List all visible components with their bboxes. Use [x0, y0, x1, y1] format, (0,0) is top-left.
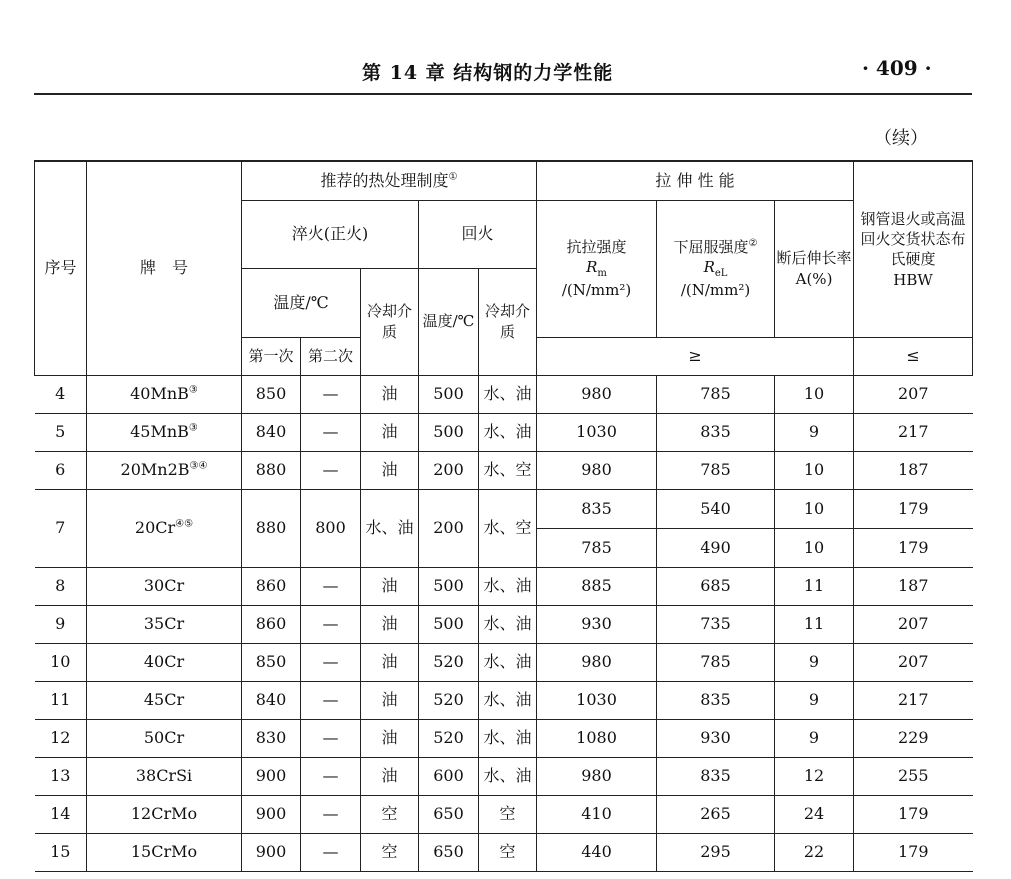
- table-row: [35, 567, 973, 605]
- cell-quench-cooling: 油: [361, 413, 419, 451]
- cell-hbw: 179: [854, 528, 973, 567]
- header-heat-treatment: 推荐的热处理制度①: [242, 161, 537, 200]
- grade-text: 20Mn2B: [120, 460, 190, 480]
- cell-temper-cooling: 水、油: [479, 413, 537, 451]
- cell-grade: [87, 833, 242, 871]
- cell-quench-temp-2: —: [301, 451, 361, 489]
- cell-quench-temp-2: —: [301, 643, 361, 681]
- cell-quench-temp-2: —: [301, 413, 361, 451]
- chapter-title: 第 14 章 结构钢的力学性能: [362, 62, 614, 84]
- cell-elongation: 22: [775, 833, 854, 871]
- cell-temper-temp: 520: [419, 681, 479, 719]
- cell-rm: 1030: [537, 413, 657, 451]
- cell-elongation: 9: [775, 681, 854, 719]
- cell-rm: 980: [537, 643, 657, 681]
- cell-quench-temp-2: —: [301, 757, 361, 795]
- cell-hbw: 207: [854, 375, 973, 413]
- cell-grade: [87, 375, 242, 413]
- cell-elongation: 10: [775, 375, 854, 413]
- cell-hbw: 229: [854, 719, 973, 757]
- cell-quench-temp-1: 850: [242, 643, 301, 681]
- header-quench-cooling: 冷却介质: [361, 268, 419, 375]
- cell-quench-temp-1: 830: [242, 719, 301, 757]
- cell-quench-temp-2: —: [301, 719, 361, 757]
- cell-rm: 885: [537, 567, 657, 605]
- grade-text: 12CrMo: [130, 804, 198, 824]
- cell-rel: 835: [657, 681, 775, 719]
- cell-hbw: 207: [854, 605, 973, 643]
- cell-grade: [87, 451, 242, 489]
- cell-temper-cooling: 水、油: [479, 643, 537, 681]
- cell-elongation: 10: [775, 451, 854, 489]
- cell-quench-cooling: 油: [361, 451, 419, 489]
- cell-rel: 785: [657, 643, 775, 681]
- cell-temper-cooling: 空: [479, 833, 537, 871]
- cell-grade: [87, 643, 242, 681]
- cell-grade: [87, 795, 242, 833]
- cell-grade: [87, 413, 242, 451]
- page-number: · 409 ·: [862, 56, 932, 80]
- cell-rel: 735: [657, 605, 775, 643]
- cell-hbw: 179: [854, 795, 973, 833]
- continued-label: （续）: [874, 128, 928, 149]
- cell-hbw: 255: [854, 757, 973, 795]
- cell-quench-cooling: 空: [361, 833, 419, 871]
- table-row: [35, 833, 973, 871]
- cell-quench-cooling: 油: [361, 375, 419, 413]
- cell-grade: [87, 719, 242, 757]
- header-temper-cooling: 冷却介质: [479, 268, 537, 375]
- cell-quench-cooling: 油: [361, 567, 419, 605]
- cell-elongation: 10: [775, 528, 854, 567]
- table-row: [35, 413, 973, 451]
- cell-temper-cooling: 水、油: [479, 567, 537, 605]
- cell-seq: 7: [35, 489, 87, 567]
- cell-quench-temp-1: 880: [242, 489, 301, 567]
- header-rel: 下屈服强度② $R_{eL}$ /(N/mm²): [657, 200, 775, 337]
- cell-rm: 980: [537, 375, 657, 413]
- header-hbw: 钢管退火或高温回火交货状态布氏硬度 HBW: [854, 161, 973, 337]
- table-row: [35, 719, 973, 757]
- cell-seq: 11: [35, 681, 87, 719]
- cell-rel: 295: [657, 833, 775, 871]
- cell-rel: 490: [657, 528, 775, 567]
- cell-hbw: 187: [854, 567, 973, 605]
- header-quench: 淬火(正火): [242, 200, 419, 268]
- cell-temper-cooling: 水、油: [479, 719, 537, 757]
- cell-grade: [87, 489, 242, 567]
- grade-text: 20Cr: [134, 518, 176, 538]
- cell-seq: 4: [35, 375, 87, 413]
- table-row: [35, 605, 973, 643]
- grade-notes: ③④: [189, 460, 208, 472]
- header-temper: 回火: [419, 200, 537, 268]
- cell-rm: 410: [537, 795, 657, 833]
- cell-quench-temp-1: 900: [242, 757, 301, 795]
- cell-seq: 5: [35, 413, 87, 451]
- cell-quench-temp-2: —: [301, 681, 361, 719]
- cell-elongation: 24: [775, 795, 854, 833]
- cell-seq: 10: [35, 643, 87, 681]
- cell-seq: 9: [35, 605, 87, 643]
- cell-temper-cooling: 水、空: [479, 451, 537, 489]
- header-seq: 序号: [35, 161, 87, 375]
- cell-quench-temp-2: —: [301, 567, 361, 605]
- cell-elongation: 11: [775, 567, 854, 605]
- cell-grade: [87, 681, 242, 719]
- cell-quench-cooling: 水、油: [361, 489, 419, 567]
- header-quench-temp: 温度/℃: [242, 268, 361, 337]
- cell-hbw: 207: [854, 643, 973, 681]
- cell-quench-cooling: 油: [361, 605, 419, 643]
- cell-quench-temp-1: 900: [242, 833, 301, 871]
- cell-elongation: 9: [775, 719, 854, 757]
- header-le: ≤: [854, 337, 973, 375]
- table-row: [35, 643, 973, 681]
- cell-temper-temp: 200: [419, 451, 479, 489]
- cell-seq: 13: [35, 757, 87, 795]
- cell-temper-temp: 500: [419, 605, 479, 643]
- header-elongation: 断后伸长率 A(%): [775, 200, 854, 337]
- cell-quench-temp-1: 900: [242, 795, 301, 833]
- cell-seq: 14: [35, 795, 87, 833]
- cell-hbw: 187: [854, 451, 973, 489]
- header-rule: [34, 93, 972, 95]
- grade-notes: ④⑤: [175, 518, 194, 530]
- cell-rel: 685: [657, 567, 775, 605]
- header-second: 第二次: [301, 337, 361, 375]
- grade-text: 40MnB: [130, 384, 189, 404]
- cell-temper-temp: 500: [419, 567, 479, 605]
- grade-text: 15CrMo: [130, 842, 198, 862]
- header-temper-temp: 温度/℃: [419, 268, 479, 375]
- cell-grade: [87, 567, 242, 605]
- cell-quench-temp-1: 840: [242, 681, 301, 719]
- cell-temper-temp: 500: [419, 375, 479, 413]
- cell-rm: 980: [537, 757, 657, 795]
- steel-properties-table: [34, 160, 973, 872]
- grade-text: 30Cr: [143, 576, 185, 596]
- grade-text: 50Cr: [143, 728, 185, 748]
- cell-temper-cooling: 水、油: [479, 605, 537, 643]
- cell-quench-cooling: 油: [361, 681, 419, 719]
- cell-rel: 540: [657, 489, 775, 528]
- table-row: [35, 795, 973, 833]
- table-body: [35, 375, 973, 871]
- cell-quench-temp-1: 860: [242, 605, 301, 643]
- cell-elongation: 9: [775, 413, 854, 451]
- cell-quench-cooling: 油: [361, 719, 419, 757]
- cell-rel: 835: [657, 413, 775, 451]
- cell-rm: 930: [537, 605, 657, 643]
- cell-quench-temp-1: 880: [242, 451, 301, 489]
- cell-quench-temp-1: 840: [242, 413, 301, 451]
- cell-temper-temp: 600: [419, 757, 479, 795]
- header-tensile: 拉 伸 性 能: [537, 161, 854, 200]
- cell-rel: 265: [657, 795, 775, 833]
- cell-rm: 785: [537, 528, 657, 567]
- header-rm: 抗拉强度 $R_m$ /(N/mm²): [537, 200, 657, 337]
- table-row: [35, 489, 973, 528]
- cell-quench-temp-2: —: [301, 833, 361, 871]
- cell-quench-temp-2: —: [301, 605, 361, 643]
- cell-temper-cooling: 水、油: [479, 681, 537, 719]
- cell-quench-temp-1: 860: [242, 567, 301, 605]
- cell-rm: 440: [537, 833, 657, 871]
- cell-hbw: 217: [854, 413, 973, 451]
- header-first: 第一次: [242, 337, 301, 375]
- cell-temper-temp: 200: [419, 489, 479, 567]
- grade-text: 40Cr: [143, 652, 185, 672]
- cell-temper-temp: 650: [419, 795, 479, 833]
- cell-elongation: 10: [775, 489, 854, 528]
- cell-hbw: 179: [854, 489, 973, 528]
- cell-quench-temp-1: 850: [242, 375, 301, 413]
- grade-text: 45Cr: [143, 690, 185, 710]
- cell-rel: 835: [657, 757, 775, 795]
- cell-rel: 785: [657, 451, 775, 489]
- cell-rel: 930: [657, 719, 775, 757]
- cell-rm: 835: [537, 489, 657, 528]
- cell-temper-temp: 650: [419, 833, 479, 871]
- page-header: [0, 0, 1011, 96]
- cell-temper-temp: 500: [419, 413, 479, 451]
- cell-temper-cooling: 水、油: [479, 375, 537, 413]
- cell-elongation: 9: [775, 643, 854, 681]
- grade-text: 35Cr: [143, 614, 185, 634]
- cell-temper-cooling: 水、空: [479, 489, 537, 567]
- cell-quench-cooling: 油: [361, 643, 419, 681]
- cell-seq: 6: [35, 451, 87, 489]
- cell-elongation: 12: [775, 757, 854, 795]
- cell-grade: [87, 757, 242, 795]
- table-row: [35, 375, 973, 413]
- table-row: [35, 681, 973, 719]
- grade-text: 45MnB: [130, 422, 189, 442]
- cell-rm: 1030: [537, 681, 657, 719]
- grade-notes: ③: [188, 384, 198, 396]
- cell-quench-temp-2: 800: [301, 489, 361, 567]
- cell-elongation: 11: [775, 605, 854, 643]
- cell-hbw: 217: [854, 681, 973, 719]
- table-row: [35, 451, 973, 489]
- cell-temper-temp: 520: [419, 719, 479, 757]
- cell-seq: 8: [35, 567, 87, 605]
- header-grade: 牌 号: [87, 161, 242, 375]
- cell-quench-cooling: 油: [361, 757, 419, 795]
- cell-rm: 1080: [537, 719, 657, 757]
- grade-text: 38CrSi: [135, 766, 193, 786]
- cell-quench-cooling: 空: [361, 795, 419, 833]
- cell-temper-temp: 520: [419, 643, 479, 681]
- cell-hbw: 179: [854, 833, 973, 871]
- cell-temper-cooling: 水、油: [479, 757, 537, 795]
- cell-seq: 12: [35, 719, 87, 757]
- cell-rel: 785: [657, 375, 775, 413]
- cell-quench-temp-2: —: [301, 375, 361, 413]
- table-row: [35, 757, 973, 795]
- header-ge: ≥: [537, 337, 854, 375]
- cell-seq: 15: [35, 833, 87, 871]
- cell-temper-cooling: 空: [479, 795, 537, 833]
- grade-notes: ③: [188, 422, 198, 434]
- cell-rm: 980: [537, 451, 657, 489]
- cell-quench-temp-2: —: [301, 795, 361, 833]
- cell-grade: [87, 605, 242, 643]
